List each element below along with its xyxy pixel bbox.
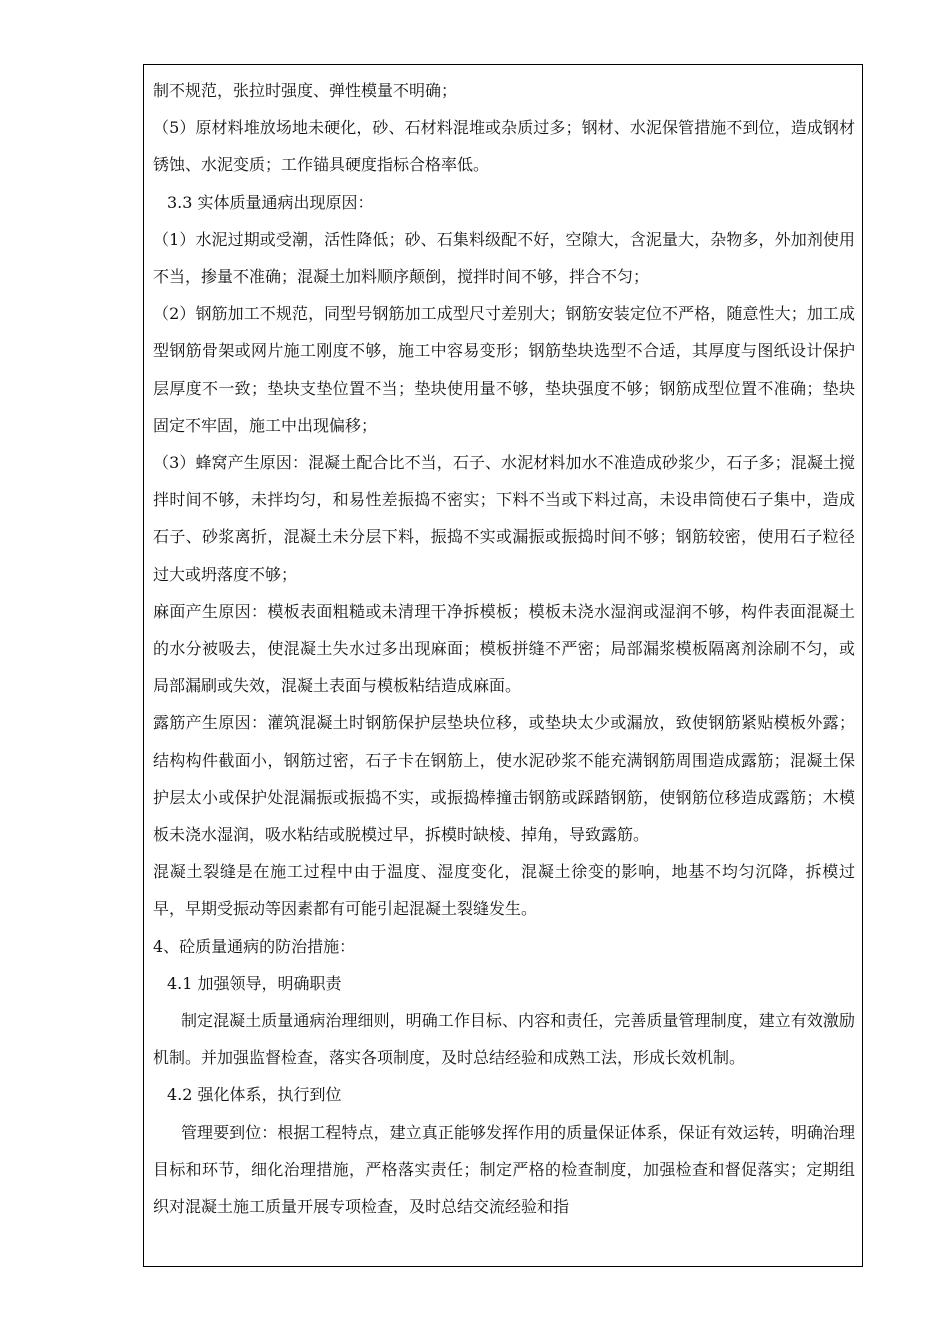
subsection-heading: 4.1 加强领导，明确职责 <box>167 973 342 993</box>
paragraph: 混凝土裂缝是在施工过程中由于温度、湿度变化，混凝土徐变的影响，地基不均匀沉降，拆模过早，早期受振动等因素都有可能引起混凝土裂缝发生。 <box>153 862 855 919</box>
paragraph: （5）原材料堆放场地未硬化，砂、石材料混堆或杂质过多；钢材、水泥保管措施不到位，造成钢材锈蚀、水泥变质；工作锚具硬度指标合格率低。 <box>153 118 855 175</box>
document-frame <box>143 64 863 1267</box>
paragraph: 制不规范，张拉时强度、弹性模量不明确； <box>153 81 458 100</box>
section-heading: 4、砼质量通病的防治措施： <box>153 936 356 956</box>
paragraph: （2）钢筋加工不规范，同型号钢筋加工成型尺寸差别大；钢筋安装定位不严格，随意性大；加工成型钢筋骨架或网片施工刚度不够，施工中容易变形；钢筋垫块选型不合适，其厚度与图纸设计保护层厚度不一致；垫块支垫位置不当；垫块使用量不够，垫块强度不够；钢筋成型位置不准确；垫块固定不牢固，施工中出现偏移； <box>153 304 855 435</box>
paragraph: （3）蜂窝产生原因：混凝土配合比不当，石子、水泥材料加水不准造成砂浆少，石子多；混凝土搅拌时间不够，未拌均匀，和易性差振捣不密实；下料不当或下料过高，未设串筒使石子集中，造成石子、砂浆离折，混凝土未分层下料，振捣不实或漏振或振捣时间不够；钢筋较密，使用石子粒径过大或坍落度不够； <box>153 453 855 584</box>
paragraph: 管理要到位：根据工程特点，建立真正能够发挥作用的质量保证体系，保证有效运转，明确治理目标和环节，细化治理措施，严格落实责任；制定严格的检查制度，加强检查和督促落实；定期组织对混凝土施工质量开展专项检查，及时总结交流经验和指 <box>153 1122 855 1217</box>
paragraph: 露筋产生原因：灌筑混凝土时钢筋保护层垫块位移，或垫块太少或漏放，致使钢筋紧贴模板外露；结构构件截面小，钢筋过密，石子卡在钢筋上，使水泥砂浆不能充满钢筋周围造成露筋；混凝土保护层太小或保护处混漏振或振捣不实，或振捣棒撞击钢筋或踩踏钢筋，使钢筋位移造成露筋；木模板未浇水湿润，吸水粘结或脱模过早，拆模时缺棱、掉角，导致露筋。 <box>153 713 855 845</box>
subsection-heading: 4.2 强化体系，执行到位 <box>167 1085 342 1105</box>
paragraph: 麻面产生原因：模板表面粗糙或未清理干净拆模板；模板未浇水湿润或湿润不够，构件表面混凝土的水分被吸去，使混凝土失水过多出现麻面；模板拼缝不严密；局部漏浆模板隔离剂涂刷不匀，或局部漏刷或失效，混凝土表面与模板粘结造成麻面。 <box>153 601 855 696</box>
section-heading: 3.3 实体质量通病出现原因： <box>167 192 374 212</box>
paragraph: 制定混凝土质量通病治理细则，明确工作目标、内容和责任，完善质量管理制度，建立有效激励机制。并加强监督检查，落实各项制度，及时总结经验和成熟工法，形成长效机制。 <box>153 1011 855 1068</box>
paragraph: （1）水泥过期或受潮，活性降低；砂、石集料级配不好，空隙大，含泥量大，杂物多，外加剂使用不当，掺量不准确；混凝土加料顺序颠倒，搅拌时间不够，拌合不匀； <box>153 229 855 287</box>
document-body <box>153 72 855 1225</box>
